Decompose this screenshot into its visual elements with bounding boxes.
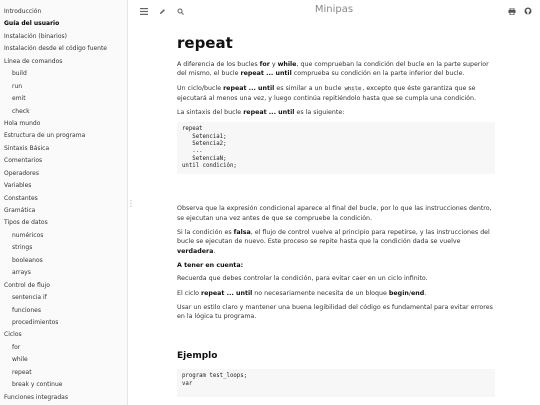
sidebar-item[interactable]: while bbox=[12, 356, 28, 364]
sidebar-item[interactable]: booleanos bbox=[12, 256, 43, 264]
keyword-verdadera: verdadera bbox=[177, 247, 214, 255]
sidebar-item[interactable]: Introducción bbox=[4, 8, 42, 15]
sidebar-resize-handle[interactable]: ⋮ bbox=[127, 199, 135, 208]
paragraph-begin-end bbox=[177, 289, 495, 298]
sidebar-item[interactable]: Hola mundo bbox=[4, 119, 41, 127]
text: La sintaxis del bucle bbox=[177, 109, 244, 117]
github-icon[interactable] bbox=[522, 5, 534, 17]
sidebar-item[interactable]: Control de flujo bbox=[4, 281, 50, 289]
main-content bbox=[177, 28, 495, 397]
sidebar-item[interactable]: emit bbox=[12, 95, 26, 103]
top-bar bbox=[128, 0, 540, 22]
inline-code-while: while bbox=[344, 85, 362, 92]
keyword-repeat-until: repeat ... until bbox=[240, 70, 292, 78]
sidebar-item[interactable]: Ciclos bbox=[4, 331, 22, 339]
sidebar-item[interactable]: run bbox=[12, 82, 23, 90]
note-heading-text: A tener en cuenta: bbox=[177, 261, 244, 269]
sidebar-item[interactable]: Comentarios bbox=[4, 157, 43, 165]
keyword-repeat-until: repeat ... until bbox=[223, 84, 275, 92]
sidebar-item[interactable]: Funciones integradas bbox=[4, 393, 68, 401]
code-block-example: program test_loops; var bbox=[177, 369, 495, 397]
book-title: Minipas bbox=[314, 4, 354, 15]
sidebar-item[interactable]: Instalación desde el código fuente bbox=[4, 45, 108, 53]
paragraph-description bbox=[177, 84, 495, 104]
text: . bbox=[213, 247, 216, 255]
sidebar-item[interactable]: Operadores bbox=[4, 169, 39, 177]
text: y bbox=[269, 61, 278, 68]
paragraph-infinite-loop: Recuerda que debes controlar la condición, para evitar caer en un ciclo infinito. bbox=[177, 275, 428, 283]
paragraph-syntax-intro bbox=[177, 108, 495, 117]
paragraph-observation: Observa que la expresión condicional aparece al final del bucle, por lo que las instrucciones dentro, se ejecutan una vez antes de que se compruebe la condición. bbox=[177, 205, 492, 222]
keyword-begin: begin bbox=[388, 289, 409, 297]
sidebar-item[interactable]: repeat bbox=[12, 368, 32, 376]
sidebar-item[interactable]: Sintaxis Básica bbox=[4, 144, 50, 152]
text: El ciclo bbox=[177, 289, 202, 297]
keyword-repeat-until: repeat ... until bbox=[201, 289, 253, 297]
sidebar-list bbox=[0, 0, 127, 404]
sidebar-item[interactable]: check bbox=[12, 107, 30, 115]
sidebar-item[interactable]: for bbox=[12, 343, 21, 351]
sidebar-item[interactable]: Variables bbox=[4, 182, 32, 190]
sidebar-item[interactable]: break y continue bbox=[12, 381, 63, 389]
text: Un ciclo/bucle bbox=[177, 84, 224, 92]
text: Si la condición es bbox=[177, 229, 234, 237]
keyword-falsa: falsa bbox=[233, 229, 251, 237]
sidebar-item[interactable]: Instalación (binarios) bbox=[4, 32, 67, 40]
keyword-for: for bbox=[259, 61, 270, 68]
section-heading-example: Ejemplo bbox=[177, 351, 218, 362]
text: / bbox=[408, 289, 411, 297]
sidebar-item[interactable]: procedimientos bbox=[12, 318, 59, 326]
sidebar-item[interactable]: sentencia if bbox=[12, 294, 47, 302]
page-title: repeat bbox=[177, 34, 233, 52]
sidebar-item[interactable]: Constantes bbox=[4, 194, 38, 202]
sidebar bbox=[0, 0, 128, 405]
sidebar-item[interactable]: Estructura de un programa bbox=[4, 132, 86, 140]
sidebar-item[interactable]: funciones bbox=[12, 306, 41, 314]
paragraph-false-condition bbox=[177, 228, 495, 256]
keyword-repeat-until: repeat ... until bbox=[243, 109, 295, 117]
sidebar-item[interactable]: Gramática bbox=[4, 207, 36, 214]
sidebar-item[interactable]: strings bbox=[12, 244, 33, 252]
note-heading bbox=[177, 261, 495, 270]
paragraph-intro bbox=[177, 60, 495, 79]
text: comprueba su condición en la parte inferior del bucle. bbox=[291, 70, 465, 78]
sidebar-item[interactable]: Tipos de datos bbox=[4, 219, 48, 227]
text: es similar a un bucle bbox=[274, 84, 344, 92]
keyword-while: while bbox=[277, 61, 297, 68]
text: A diferencia de los bucles bbox=[177, 61, 260, 68]
sidebar-item[interactable]: Guía del usuario bbox=[4, 20, 60, 28]
text: , excepto que éste garantiza que se ejecutará al menos una vez, y luego continúa repitiéndolo hasta que se cumpla una condición. bbox=[177, 84, 477, 102]
code-block-syntax: repeat Setencia1; Setencia2; ... SetenciaN; until condición; bbox=[177, 122, 495, 174]
printer-icon[interactable] bbox=[506, 5, 518, 17]
text: . bbox=[424, 289, 427, 297]
keyword-end: end bbox=[410, 289, 425, 297]
paragraph-style-advice: Usar un estilo claro y mantener una buena legibilidad del código es fundamental para evitar errores en la lógica tu programa. bbox=[177, 303, 493, 321]
sidebar-item[interactable]: arrays bbox=[12, 269, 31, 277]
text: , el flujo de control vuelve al principio para repetirse, y las instrucciones del bucle se ejecutan de nuevo. Este proceso se repite hasta que la condición dada se vuelve bbox=[177, 229, 490, 246]
text: , que comprueban la condición del bucle en la parte superior del mismo, el bucle bbox=[177, 61, 489, 78]
sidebar-item[interactable]: numéricos bbox=[12, 231, 44, 239]
text: es la siguiente: bbox=[294, 109, 345, 117]
text: no necesariamente necesita de un bloque bbox=[252, 289, 389, 297]
sidebar-item[interactable]: build bbox=[12, 70, 27, 78]
sidebar-item[interactable]: Línea de comandos bbox=[4, 57, 63, 65]
